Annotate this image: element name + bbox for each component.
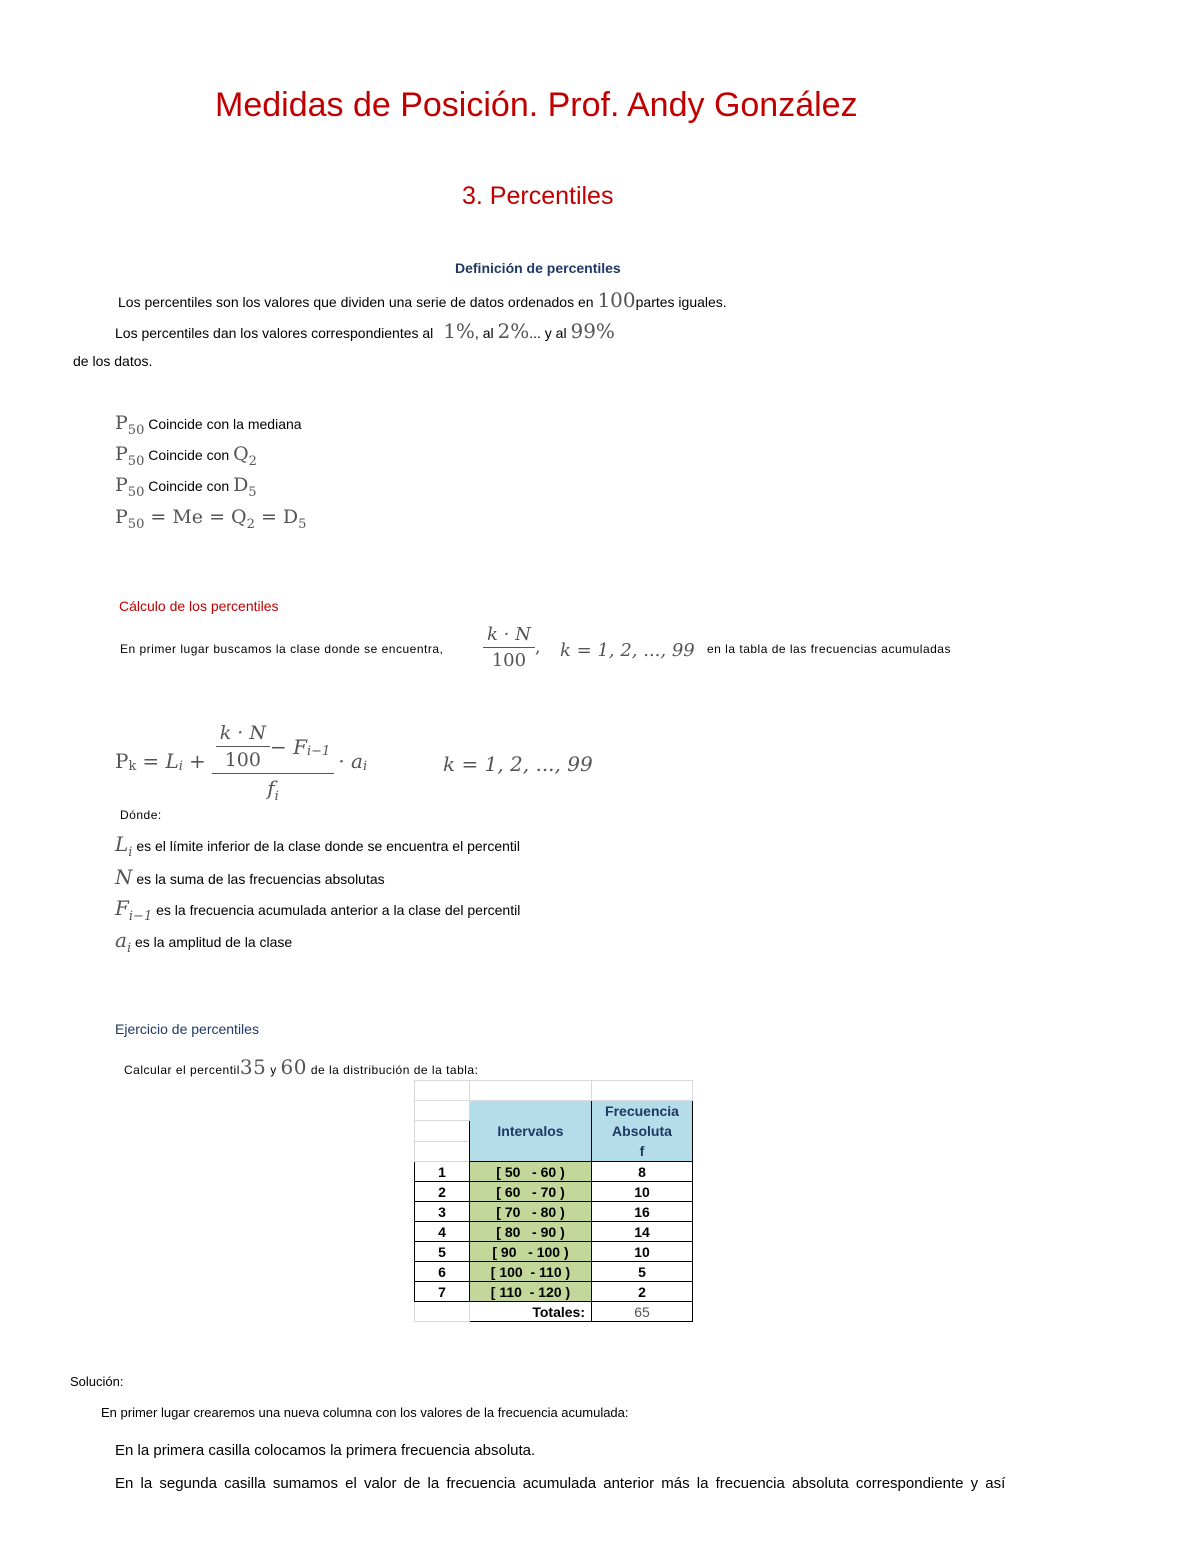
table-row xyxy=(415,1202,693,1222)
calculo-fraction xyxy=(483,624,541,671)
math-1pct: 1% xyxy=(443,319,475,343)
row-frequency: 14 xyxy=(592,1222,693,1242)
solucion-line-2: En la primera casilla colocamos la primera frecuencia absoluta. xyxy=(115,1442,536,1459)
math-p: P xyxy=(115,412,128,434)
p50-line-2 xyxy=(115,443,257,469)
table-row xyxy=(415,1282,693,1302)
math-sub-2: 2 xyxy=(246,517,255,532)
math-sub-5: 5 xyxy=(248,485,257,500)
math-sub-50: 50 xyxy=(127,517,145,532)
solucion-line-3: En la segunda casilla sumamos el valor de la frecuencia acumulada anterior más la frecuencia absoluta correspondiente y así xyxy=(115,1475,1006,1492)
math-n: N xyxy=(115,865,133,889)
formula-sub-i-1: i−1 xyxy=(306,744,331,759)
math-sub-50: 50 xyxy=(127,454,145,469)
donde-line-n xyxy=(115,865,385,889)
calculo-heading: Cálculo de los percentiles xyxy=(119,598,279,614)
formula-eq-l: = L xyxy=(142,749,179,773)
row-interval: [ 90 - 100 ) xyxy=(470,1242,592,1262)
p50-line-1-text: Coincide con la mediana xyxy=(148,416,302,432)
definition-comma-al: , al xyxy=(474,325,494,341)
row-number: 5 xyxy=(415,1242,470,1262)
page-title: Medidas de Posición. Prof. Andy González xyxy=(215,86,858,124)
math-l: L xyxy=(115,832,129,856)
math-sub-50: 50 xyxy=(127,423,145,438)
solucion-line-1: En primer lugar crearemos una nueva columna con los valores de la frecuencia acumulada: xyxy=(101,1405,629,1420)
definition-line-1-text-a: Los percentiles son los valores que dividen una serie de datos ordenados en xyxy=(118,294,594,310)
row-number: 3 xyxy=(415,1202,470,1222)
formula-den-sub: i xyxy=(274,789,279,804)
formula-k-range: k = 1, 2, ..., 99 xyxy=(443,752,593,776)
formula-inner-den: 100 xyxy=(224,749,261,771)
header-absoluta: Absoluta xyxy=(612,1123,672,1139)
donde-f-text: es la frecuencia acumulada anterior a la clase del percentil xyxy=(156,902,521,918)
calculo-k-range: k = 1, 2, ..., 99 xyxy=(560,640,695,661)
donde-line-a xyxy=(115,928,293,956)
formula-inner-num: k · N xyxy=(216,722,270,747)
math-sub-5: 5 xyxy=(298,517,307,532)
math-f: F xyxy=(115,896,129,920)
definition-line-3: de los datos. xyxy=(73,353,153,369)
math-p: P xyxy=(115,443,128,465)
math-100: 100 xyxy=(597,288,636,312)
ejercicio-line-a: Calcular el percentil xyxy=(124,1063,240,1077)
table-row xyxy=(415,1182,693,1202)
solucion-label: Solución: xyxy=(70,1374,124,1389)
definition-heading: Definición de percentiles xyxy=(455,260,621,276)
ejercicio-y: y xyxy=(270,1063,277,1077)
row-number: 2 xyxy=(415,1182,470,1202)
math-sub-i: i xyxy=(126,941,132,956)
definition-dots-y-al: ... y al xyxy=(529,325,567,341)
row-interval: [ 110 - 120 ) xyxy=(470,1282,592,1302)
totales-label: Totales: xyxy=(470,1302,592,1322)
frac-numerator: k · N xyxy=(483,624,535,648)
frac-comma: , xyxy=(534,636,541,658)
row-number: 6 xyxy=(415,1262,470,1282)
math-a: a xyxy=(115,928,127,952)
math-sub-i-1: i−1 xyxy=(128,909,153,924)
row-interval: [ 60 - 70 ) xyxy=(470,1182,592,1202)
definition-line-2-text-a: Los percentiles dan los valores correspondientes al xyxy=(115,325,434,341)
math-p: P xyxy=(115,506,128,528)
frequency-table xyxy=(414,1080,693,1322)
row-interval: [ 80 - 90 ) xyxy=(470,1222,592,1242)
header-frecuencia-absoluta xyxy=(592,1101,693,1162)
row-interval: [ 50 - 60 ) xyxy=(470,1162,592,1182)
math-p: P xyxy=(115,474,128,496)
table-row xyxy=(415,1242,693,1262)
ejercicio-line xyxy=(124,1055,478,1079)
row-frequency: 16 xyxy=(592,1202,693,1222)
header-f: f xyxy=(639,1143,645,1159)
p50-line-2-text: Coincide con xyxy=(148,447,230,463)
row-number: 7 xyxy=(415,1282,470,1302)
math-sub-i: i xyxy=(128,845,133,860)
row-interval: [ 70 - 80 ) xyxy=(470,1202,592,1222)
row-number: 1 xyxy=(415,1162,470,1182)
math-eq-d: = D xyxy=(260,506,299,528)
donde-a-text: es la amplitud de la clase xyxy=(135,934,293,950)
definition-line-1-text-b: partes iguales. xyxy=(635,294,727,310)
definition-line-2 xyxy=(115,319,615,343)
calculo-line-a: En primer lugar buscamos la clase donde se encuentra, xyxy=(120,642,444,656)
formula-minus-f: − F xyxy=(269,734,307,759)
section-title: 3. Percentiles xyxy=(462,182,614,210)
donde-line-f xyxy=(115,896,521,924)
formula-den-f: f xyxy=(267,776,275,800)
donde-n-text: es la suma de las frecuencias absolutas xyxy=(136,871,385,887)
table-row xyxy=(415,1162,693,1182)
ejercicio-line-b: de la distribución de la tabla: xyxy=(310,1063,479,1077)
p50-equality xyxy=(115,506,307,532)
percentile-formula xyxy=(115,722,368,804)
row-frequency: 2 xyxy=(592,1282,693,1302)
formula-p: P xyxy=(115,749,129,773)
p50-line-3 xyxy=(115,474,257,500)
row-frequency: 10 xyxy=(592,1182,693,1202)
p50-line-3-text: Coincide con xyxy=(148,478,230,494)
formula-a-sub: i xyxy=(362,758,368,774)
ejercicio-heading: Ejercicio de percentiles xyxy=(115,1021,259,1037)
math-sub-50: 50 xyxy=(127,485,145,500)
table-row xyxy=(415,1262,693,1282)
donde-l-text: es el límite inferior de la clase donde se encuentra el percentil xyxy=(136,838,521,854)
math-35: 35 xyxy=(239,1055,267,1079)
row-number: 4 xyxy=(415,1222,470,1242)
math-60: 60 xyxy=(280,1055,307,1079)
totales-value: 65 xyxy=(592,1302,693,1322)
donde-label: Dónde: xyxy=(120,808,162,822)
formula-big-fraction xyxy=(212,722,335,804)
header-intervalos: Intervalos xyxy=(470,1101,592,1162)
row-interval: [ 100 - 110 ) xyxy=(470,1262,592,1282)
math-2pct: 2% xyxy=(497,319,530,343)
definition-line-1 xyxy=(118,288,727,312)
calculo-line-b: en la tabla de las frecuencias acumuladas xyxy=(707,642,951,656)
donde-line-l xyxy=(115,832,521,860)
p50-line-1 xyxy=(115,412,302,438)
formula-sub-i: i xyxy=(178,758,183,774)
math-99pct: 99% xyxy=(570,319,615,343)
formula-plus: + xyxy=(188,749,206,773)
table-row xyxy=(415,1222,693,1242)
row-frequency: 5 xyxy=(592,1262,693,1282)
formula-sub-k: k xyxy=(128,758,137,774)
math-d: D xyxy=(233,474,249,496)
row-frequency: 10 xyxy=(592,1242,693,1262)
frac-denominator: 100 xyxy=(491,650,527,671)
math-q: Q xyxy=(233,443,249,465)
header-frecuencia: Frecuencia xyxy=(605,1103,679,1119)
row-frequency: 8 xyxy=(592,1162,693,1182)
math-sub-2: 2 xyxy=(248,454,257,469)
math-eq-me-q: = Me = Q xyxy=(150,506,247,528)
formula-dot-a: · a xyxy=(338,749,363,773)
